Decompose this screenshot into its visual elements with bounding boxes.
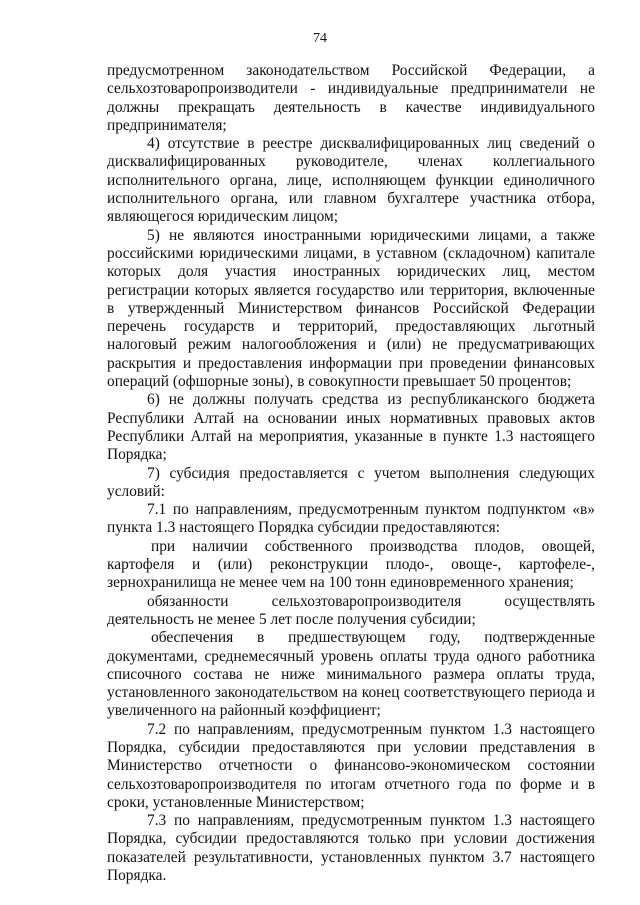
page-number: 74 xyxy=(313,31,327,46)
paragraph-item-4: 4) отсутствие в реестре дисквалифицированных лиц сведений о дисквалифицированных руководителе, членах коллегиального исполнительного органа, лице, исполняющем функции единоличного исполнительного органа, или главном бухгалтере участника отбора, являющегося юридическим лицом; xyxy=(107,135,595,226)
paragraph-item-5: 5) не являются иностранными юридическими лицами, а также российскими юридическими лицами, в уставном (складочном) капитале которых доля участия иностранных юридических лиц, местом регистрации которых является государство или территория, включенные в утвержденный Министерством финансов Российской Федерации перечень государств и территорий, предоставляющих льготный налоговый режим налогообложения и (или) не предусматривающих раскрытия и предоставления информации при проведении финансовых операций (офшорные зоны), в совокупности превышает 50 процентов; xyxy=(107,226,595,391)
paragraph-item-7: 7) субсидия предоставляется с учетом выполнения следующих условий: xyxy=(107,464,595,500)
paragraph-item-6: 6) не должны получать средства из республиканского бюджета Республики Алтай на основании иных нормативных правовых актов Республики Алтай на мероприятия, указанные в пункте 1.3 настоящего Порядка; xyxy=(107,391,595,464)
paragraph-item-7-1: 7.1 по направлениям, предусмотренным пунктом подпунктом «в» пункта 1.3 настоящего Порядка субсидии предоставляются: xyxy=(107,501,595,537)
paragraph-condition-wages: обеспечения в предшествующем году, подтвержденные документами, среднемесячный уровень оплаты труда одного работника списочного состава не ниже минимального размера оплаты труда, установленного законодательством на конец соответствующего периода и увеличенного на районный коэффициент; xyxy=(107,629,595,720)
paragraph-item-7-3: 7.3 по направлениям, предусмотренным пунктом 1.3 настоящего Порядка, субсидии предоставляются только при условии достижения показателей результативности, установленных пунктом 3.7 настоящего Порядка. xyxy=(107,812,595,885)
paragraph-continuation: предусмотренном законодательством Российской Федерации, а сельхозтоваропроизводители - индивидуальные предприниматели не должны прекращать деятельность в качестве индивидуального предпринимателя; xyxy=(107,62,595,134)
paragraph-condition-obligation: обязанности сельхозтоваропроизводителя осуществлять деятельность не менее 5 лет после получения субсидии; xyxy=(107,592,595,628)
paragraph-condition-production: при наличии собственного производства плодов, овощей, картофеля и (или) реконструкции плодо-, овоще-, картофеле-, зернохранилища не менее чем на 100 тонн единовременного хранения; xyxy=(107,537,595,592)
document-body xyxy=(107,62,595,885)
paragraph-item-7-2: 7.2 по направлениям, предусмотренным пунктом 1.3 настоящего Порядка, субсидии предоставляются при условии представления в Министерство отчетности о финансово-экономическом состоянии сельхозтоваропроизводителя по итогам отчетного года по форме и в сроки, установленные Министерством; xyxy=(107,720,595,811)
